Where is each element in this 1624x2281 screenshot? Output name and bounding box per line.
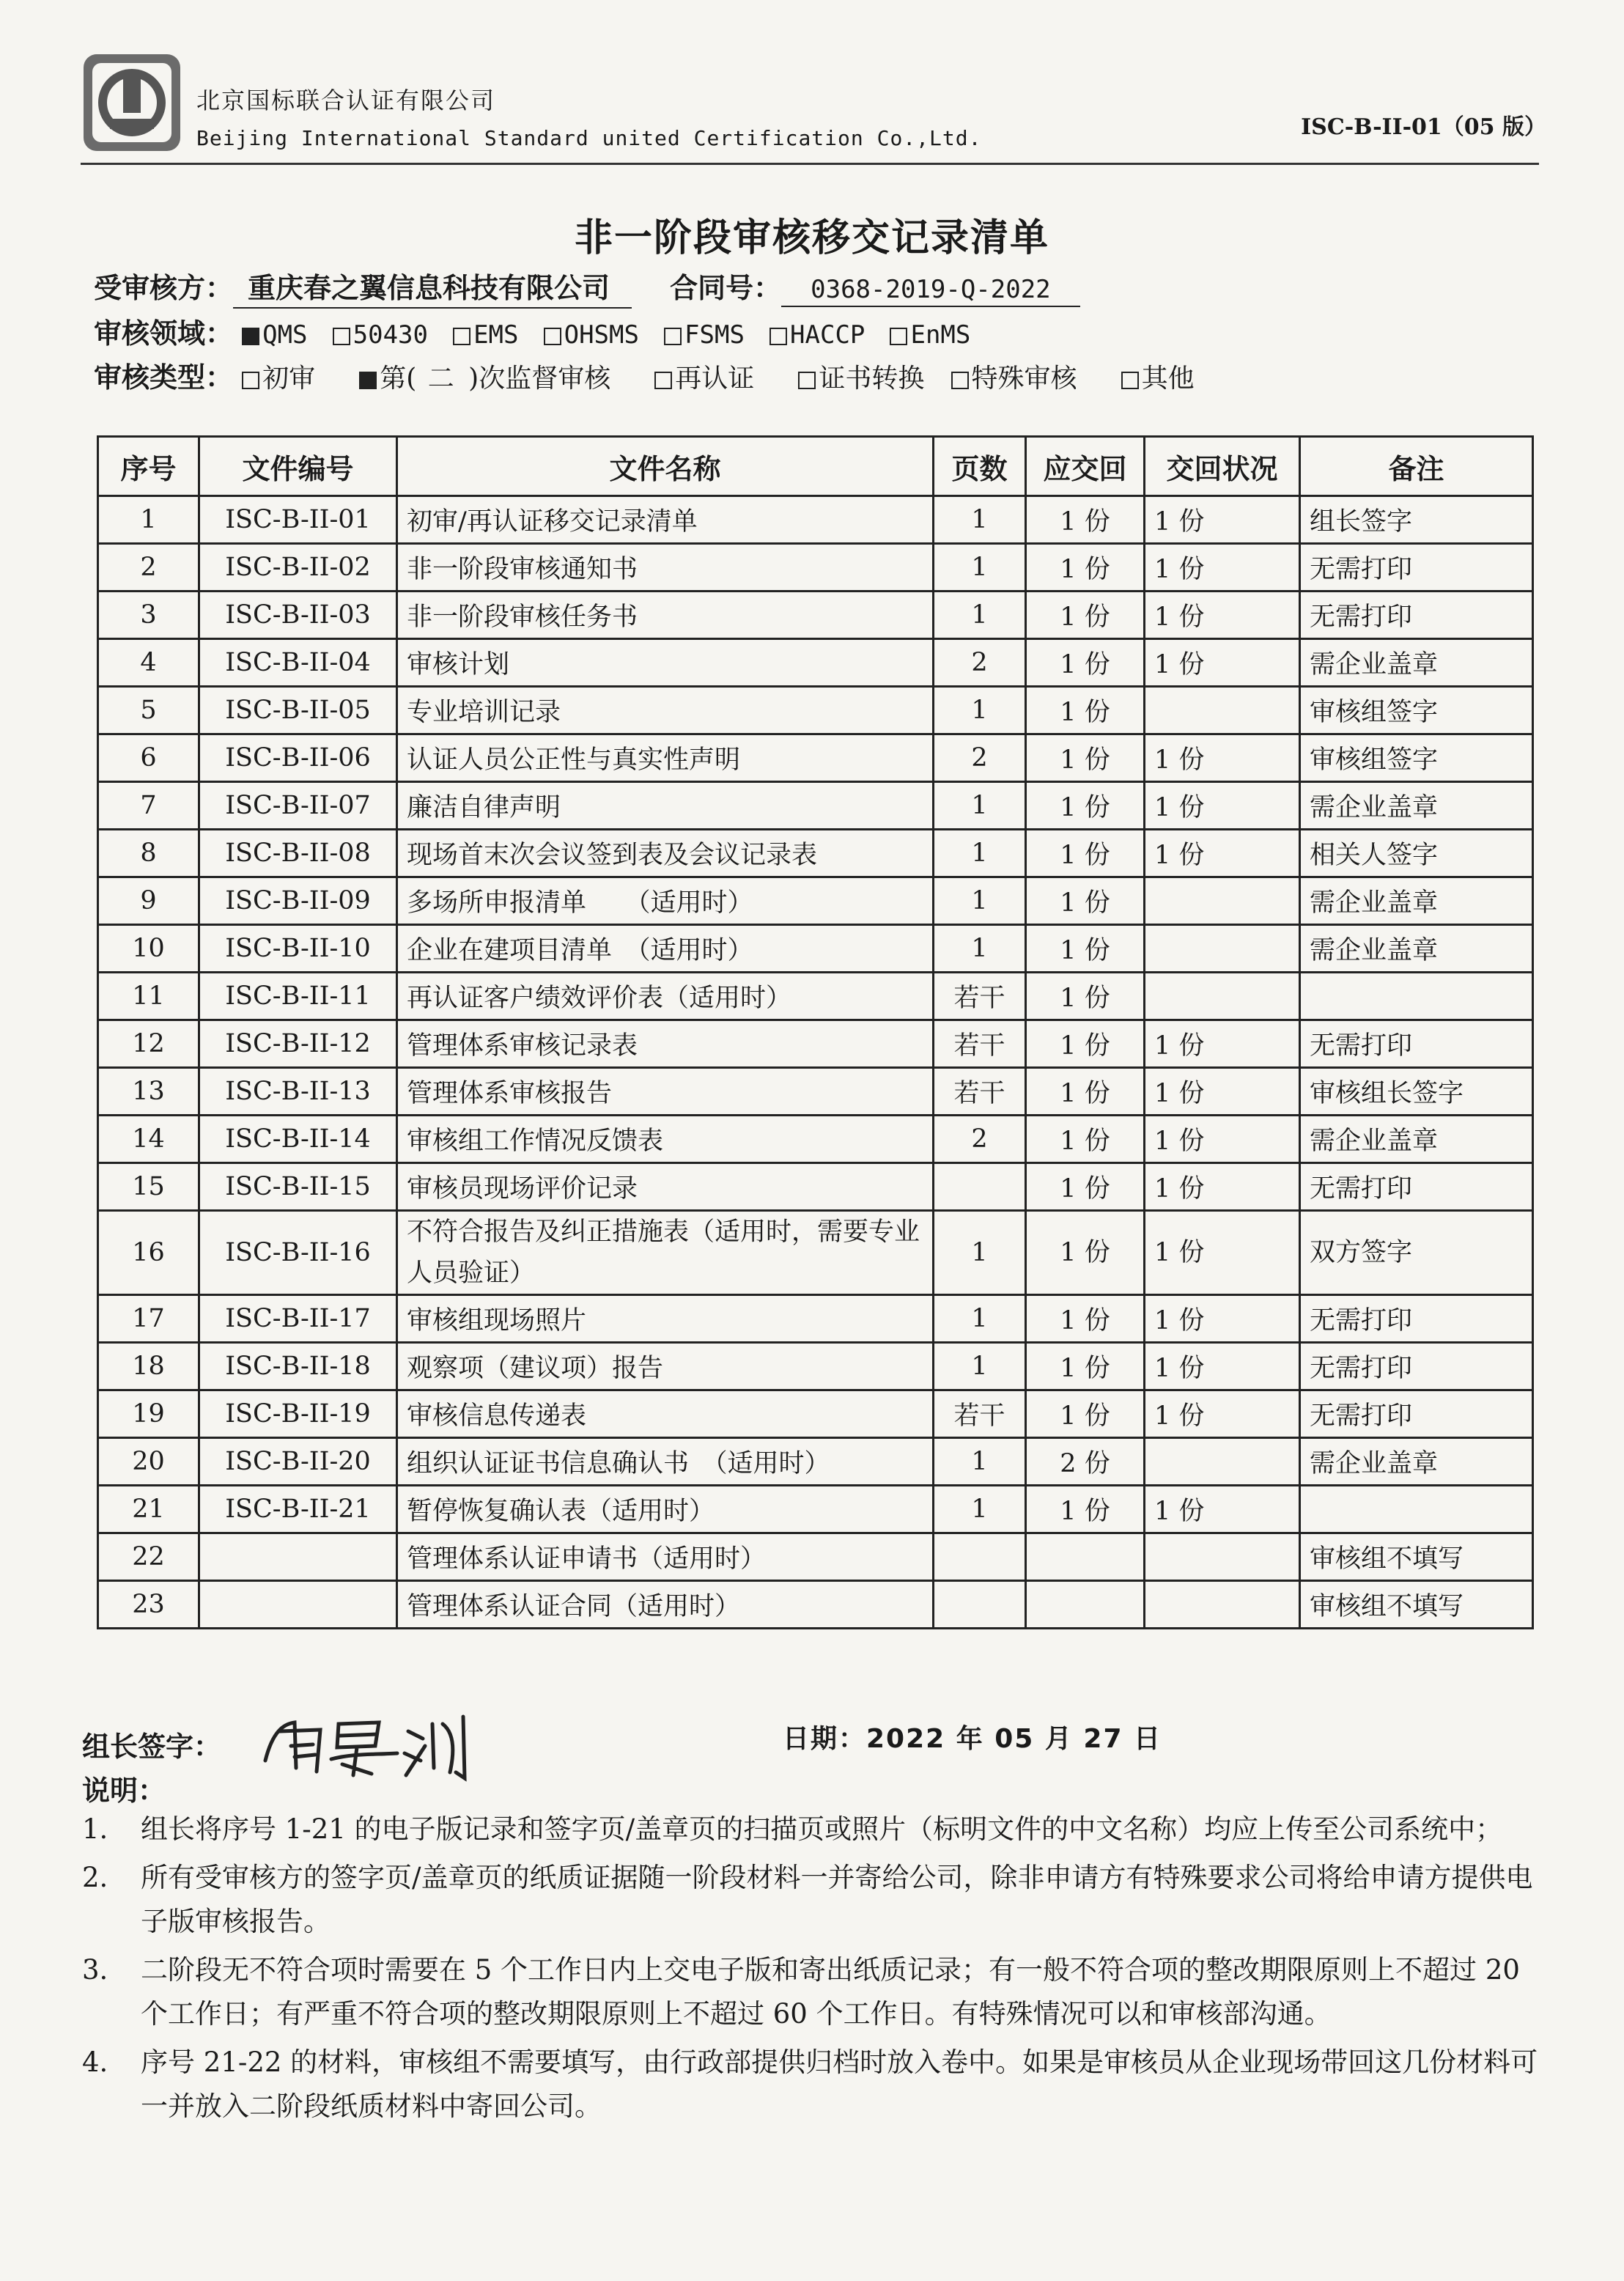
cell-pages: 1 (934, 877, 1026, 925)
table-row (98, 544, 1533, 592)
cell-due: 1 份 (1026, 496, 1145, 544)
cell-doc-name: 审核信息传递表 (397, 1390, 934, 1438)
domain-option-ems[interactable]: EMS (453, 320, 518, 350)
cell-due: 1 份 (1026, 877, 1145, 925)
cell-doc-no (199, 1533, 397, 1581)
cell-doc-name: 非一阶段审核通知书 (397, 544, 934, 592)
cell-pages: 1 (934, 544, 1026, 592)
cell-remark: 需企业盖章 (1300, 925, 1533, 973)
cell-doc-name: 再认证客户绩效评价表（适用时） (397, 973, 934, 1020)
cell-returned (1145, 687, 1300, 734)
cell-returned: 1 份 (1145, 1295, 1300, 1343)
cell-returned: 1 份 (1145, 1486, 1300, 1533)
cell-remark: 需企业盖章 (1300, 1116, 1533, 1163)
domain-line (94, 311, 986, 351)
note-text: 组长将序号 1-21 的电子版记录和签字页/盖章页的扫描页或照片（标明文件的中文名称）均应上传至公司系统中； (141, 1813, 1503, 1845)
cell-doc-name: 不符合报告及纠正措施表（适用时，需要专业人员验证） (397, 1211, 934, 1295)
cell-remark: 无需打印 (1300, 592, 1533, 639)
table-row (98, 973, 1533, 1020)
cell-pages: 2 (934, 1116, 1026, 1163)
table-row (98, 1581, 1533, 1629)
cell-doc-name: 认证人员公正性与真实性声明 (397, 734, 934, 782)
cell-doc-no: ISC-B-II-16 (199, 1211, 397, 1295)
cell-returned (1145, 1533, 1300, 1581)
note-number: 1. (82, 1813, 108, 1845)
cell-returned: 1 份 (1145, 544, 1300, 592)
cell-doc-name: 管理体系审核记录表 (397, 1020, 934, 1068)
checkbox-checked-icon (359, 372, 377, 389)
audit-type-surveillance[interactable]: 第( 二 )次监督审核 (359, 358, 610, 395)
cell-seq: 15 (98, 1163, 199, 1211)
cell-remark: 无需打印 (1300, 1020, 1533, 1068)
note-number: 4. (82, 2046, 108, 2078)
note-item (82, 1856, 1540, 1944)
cell-pages: 1 (934, 782, 1026, 830)
cell-returned (1145, 973, 1300, 1020)
cell-doc-name: 初审/再认证移交记录清单 (397, 496, 934, 544)
cell-remark: 审核组不填写 (1300, 1581, 1533, 1629)
cell-doc-name: 多场所申报清单 （适用时） (397, 877, 934, 925)
cell-remark: 无需打印 (1300, 1343, 1533, 1390)
client-value: 重庆春之翼信息科技有限公司 (233, 265, 632, 309)
cell-remark: 审核组签字 (1300, 687, 1533, 734)
table-row (98, 1163, 1533, 1211)
cell-returned: 1 份 (1145, 782, 1300, 830)
cell-seq: 19 (98, 1390, 199, 1438)
checkbox-icon (769, 328, 787, 345)
cell-seq: 18 (98, 1343, 199, 1390)
checkbox-icon (544, 328, 561, 345)
cell-returned (1145, 925, 1300, 973)
cell-doc-name: 组织认证证书信息确认书 （适用时） (397, 1438, 934, 1486)
cell-due: 1 份 (1026, 973, 1145, 1020)
checkbox-checked-icon (242, 328, 259, 345)
cell-seq: 4 (98, 639, 199, 687)
note-text: 序号 21-22 的材料，审核组不需要填写，由行政部提供归档时放入卷中。如果是审核员从企业现场带回这几份材料可一并放入二阶段纸质材料中寄回公司。 (141, 2046, 1538, 2122)
contract-value: 0368-2019-Q-2022 (781, 275, 1080, 307)
checkbox-icon (242, 372, 259, 389)
cell-doc-name: 非一阶段审核任务书 (397, 592, 934, 639)
cell-pages: 1 (934, 687, 1026, 734)
col-header-doc-no: 文件编号 (199, 437, 397, 496)
cell-returned: 1 份 (1145, 639, 1300, 687)
cell-doc-name: 专业培训记录 (397, 687, 934, 734)
audit-type-initial[interactable]: 初审 (242, 358, 315, 395)
cell-remark: 无需打印 (1300, 544, 1533, 592)
cell-due: 1 份 (1026, 544, 1145, 592)
table-row (98, 734, 1533, 782)
cell-doc-no: ISC-B-II-09 (199, 877, 397, 925)
cell-returned (1145, 1438, 1300, 1486)
cell-remark: 相关人签字 (1300, 830, 1533, 877)
cell-doc-name: 廉洁自律声明 (397, 782, 934, 830)
cell-pages: 1 (934, 592, 1026, 639)
table-row (98, 830, 1533, 877)
cell-doc-name: 管理体系审核报告 (397, 1068, 934, 1116)
cell-doc-no: ISC-B-II-06 (199, 734, 397, 782)
domain-option-enms[interactable]: EnMS (890, 320, 970, 350)
table-row (98, 1295, 1533, 1343)
cell-remark: 无需打印 (1300, 1390, 1533, 1438)
cell-seq: 5 (98, 687, 199, 734)
leader-signature-label: 组长签字： (82, 1730, 222, 1763)
cell-remark: 双方签字 (1300, 1211, 1533, 1295)
table-row (98, 1068, 1533, 1116)
cell-pages: 若干 (934, 973, 1026, 1020)
cell-returned: 1 份 (1145, 1390, 1300, 1438)
cell-due: 1 份 (1026, 1211, 1145, 1295)
cell-due: 1 份 (1026, 1116, 1145, 1163)
cell-pages: 1 (934, 925, 1026, 973)
checkbox-icon (664, 328, 682, 345)
cell-returned: 1 份 (1145, 1163, 1300, 1211)
cell-remark (1300, 973, 1533, 1020)
cell-remark: 需企业盖章 (1300, 782, 1533, 830)
cell-doc-name: 企业在建项目清单 （适用时） (397, 925, 934, 973)
table-row (98, 782, 1533, 830)
cell-remark: 组长签字 (1300, 496, 1533, 544)
note-item (82, 1948, 1540, 2036)
cell-remark (1300, 1486, 1533, 1533)
cell-doc-no: ISC-B-II-19 (199, 1390, 397, 1438)
cell-seq: 16 (98, 1211, 199, 1295)
cell-due: 1 份 (1026, 1486, 1145, 1533)
cell-pages: 若干 (934, 1390, 1026, 1438)
cell-doc-no: ISC-B-II-14 (199, 1116, 397, 1163)
client-label: 受审核方： (94, 271, 234, 304)
cell-remark: 审核组长签字 (1300, 1068, 1533, 1116)
table-row (98, 1343, 1533, 1390)
checkbox-icon (1121, 372, 1139, 389)
table-row (98, 1020, 1533, 1068)
table-row (98, 1486, 1533, 1533)
cell-doc-name: 管理体系认证申请书（适用时） (397, 1533, 934, 1581)
cell-remark: 需企业盖章 (1300, 877, 1533, 925)
cell-doc-name: 现场首末次会议签到表及会议记录表 (397, 830, 934, 877)
cell-pages: 1 (934, 1343, 1026, 1390)
cell-doc-no: ISC-B-II-13 (199, 1068, 397, 1116)
domain-option-ohsms[interactable]: OHSMS (544, 320, 639, 350)
table-row (98, 687, 1533, 734)
cell-doc-no (199, 1581, 397, 1629)
cell-doc-no: ISC-B-II-11 (199, 973, 397, 1020)
cell-pages: 1 (934, 496, 1026, 544)
cell-pages: 1 (934, 1486, 1026, 1533)
company-name-cn: 北京国标联合认证有限公司 (196, 86, 496, 114)
cell-doc-no: ISC-B-II-02 (199, 544, 397, 592)
domain-option-haccp[interactable]: HACCP (769, 320, 865, 350)
cell-seq: 22 (98, 1533, 199, 1581)
cell-returned: 1 份 (1145, 1020, 1300, 1068)
handwritten-signature (251, 1702, 500, 1783)
cell-doc-no: ISC-B-II-12 (199, 1020, 397, 1068)
cell-pages: 2 (934, 734, 1026, 782)
table-row (98, 496, 1533, 544)
domain-option-50430[interactable]: 50430 (333, 320, 428, 350)
col-header-pages: 页数 (934, 437, 1026, 496)
audit-type-special[interactable]: 特殊审核 (951, 358, 1077, 395)
cell-doc-no: ISC-B-II-07 (199, 782, 397, 830)
notes-title: 说明： (82, 1774, 166, 1807)
cell-doc-name: 审核组工作情况反馈表 (397, 1116, 934, 1163)
cell-due: 2 份 (1026, 1438, 1145, 1486)
note-item (82, 1808, 1540, 1851)
table-row (98, 1116, 1533, 1163)
cell-seq: 7 (98, 782, 199, 830)
checkbox-icon (333, 328, 350, 345)
sign-date: 日期：2022 年 05 月 27 日 (783, 1724, 1162, 1754)
cell-doc-name: 审核计划 (397, 639, 934, 687)
cell-remark: 无需打印 (1300, 1295, 1533, 1343)
cell-due: 1 份 (1026, 1343, 1145, 1390)
cell-due: 1 份 (1026, 782, 1145, 830)
checkbox-icon (453, 328, 470, 345)
audit-type-transfer[interactable]: 证书转换 (798, 358, 924, 395)
cell-due: 1 份 (1026, 925, 1145, 973)
cell-seq: 9 (98, 877, 199, 925)
cell-due: 1 份 (1026, 1068, 1145, 1116)
col-header-due: 应交回 (1026, 437, 1145, 496)
document-number: ISC-B-II-01（05 版） (1301, 114, 1546, 140)
table-row (98, 877, 1533, 925)
domain-label: 审核领域： (94, 317, 234, 350)
checkbox-icon (798, 372, 816, 389)
cell-due (1026, 1581, 1145, 1629)
cell-seq: 6 (98, 734, 199, 782)
cell-doc-no: ISC-B-II-21 (199, 1486, 397, 1533)
table-row (98, 639, 1533, 687)
cell-due: 1 份 (1026, 687, 1145, 734)
cell-due: 1 份 (1026, 1390, 1145, 1438)
cell-pages: 若干 (934, 1020, 1026, 1068)
cell-returned: 1 份 (1145, 734, 1300, 782)
cell-seq: 20 (98, 1438, 199, 1486)
cell-remark: 需企业盖章 (1300, 639, 1533, 687)
cell-seq: 17 (98, 1295, 199, 1343)
cell-doc-no: ISC-B-II-04 (199, 639, 397, 687)
cell-returned: 1 份 (1145, 1068, 1300, 1116)
col-header-returned: 交回状况 (1145, 437, 1300, 496)
cell-remark: 需企业盖章 (1300, 1438, 1533, 1486)
cell-doc-name: 暂停恢复确认表（适用时） (397, 1486, 934, 1533)
cell-doc-no: ISC-B-II-08 (199, 830, 397, 877)
checkbox-icon (951, 372, 969, 389)
company-name-en: Beijing International Standard united Certification Co.,Ltd. (196, 126, 982, 150)
header-divider (81, 163, 1539, 165)
company-logo-icon (81, 51, 183, 154)
cell-due (1026, 1533, 1145, 1581)
cell-pages: 若干 (934, 1068, 1026, 1116)
cell-pages (934, 1533, 1026, 1581)
cell-seq: 10 (98, 925, 199, 973)
note-number: 3. (82, 1954, 108, 1986)
table-row (98, 1438, 1533, 1486)
cell-returned: 1 份 (1145, 592, 1300, 639)
cell-doc-no: ISC-B-II-03 (199, 592, 397, 639)
table-row (98, 925, 1533, 973)
cell-doc-no: ISC-B-II-01 (199, 496, 397, 544)
col-header-remark: 备注 (1300, 437, 1533, 496)
cell-doc-no: ISC-B-II-17 (199, 1295, 397, 1343)
cell-returned (1145, 877, 1300, 925)
page-title: 非一阶段审核移交记录清单 (574, 215, 1049, 260)
cell-seq: 23 (98, 1581, 199, 1629)
cell-pages: 1 (934, 1211, 1026, 1295)
cell-seq: 2 (98, 544, 199, 592)
cell-returned (1145, 1581, 1300, 1629)
cell-seq: 3 (98, 592, 199, 639)
cell-returned: 1 份 (1145, 1116, 1300, 1163)
audit-type-line (94, 355, 1230, 395)
cell-pages: 1 (934, 1438, 1026, 1486)
cell-doc-no: ISC-B-II-18 (199, 1343, 397, 1390)
table-row (98, 1390, 1533, 1438)
cell-doc-name: 审核组现场照片 (397, 1295, 934, 1343)
checkbox-icon (654, 372, 672, 389)
cell-due: 1 份 (1026, 639, 1145, 687)
table-header-row (98, 437, 1533, 496)
cell-pages: 1 (934, 830, 1026, 877)
domain-option-fsms[interactable]: FSMS (664, 320, 745, 350)
note-number: 2. (82, 1862, 108, 1893)
audit-type-recert[interactable]: 再认证 (654, 358, 754, 395)
cell-due: 1 份 (1026, 592, 1145, 639)
col-header-seq: 序号 (98, 437, 199, 496)
cell-seq: 12 (98, 1020, 199, 1068)
signature-row (82, 1702, 1548, 1783)
cell-seq: 8 (98, 830, 199, 877)
cell-returned: 1 份 (1145, 1211, 1300, 1295)
domain-option-qms[interactable]: QMS (242, 320, 307, 350)
cell-doc-name: 审核员现场评价记录 (397, 1163, 934, 1211)
cell-remark: 审核组签字 (1300, 734, 1533, 782)
letterhead (81, 51, 1546, 161)
cell-doc-no: ISC-B-II-20 (199, 1438, 397, 1486)
cell-returned: 1 份 (1145, 496, 1300, 544)
cell-doc-no: ISC-B-II-15 (199, 1163, 397, 1211)
contract-label: 合同号： (670, 271, 782, 304)
table-row (98, 1533, 1533, 1581)
cell-seq: 13 (98, 1068, 199, 1116)
cell-remark: 审核组不填写 (1300, 1533, 1533, 1581)
cell-doc-no: ISC-B-II-10 (199, 925, 397, 973)
cell-seq: 1 (98, 496, 199, 544)
cell-pages (934, 1581, 1026, 1629)
cell-doc-name: 观察项（建议项）报告 (397, 1343, 934, 1390)
client-line (94, 265, 1080, 309)
note-item (82, 2041, 1540, 2129)
cell-due: 1 份 (1026, 734, 1145, 782)
cell-due: 1 份 (1026, 1295, 1145, 1343)
cell-remark: 无需打印 (1300, 1163, 1533, 1211)
cell-due: 1 份 (1026, 1163, 1145, 1211)
cell-seq: 11 (98, 973, 199, 1020)
cell-returned: 1 份 (1145, 1343, 1300, 1390)
notes-list (82, 1808, 1540, 2133)
audit-type-other[interactable]: 其他 (1121, 358, 1195, 395)
cell-due: 1 份 (1026, 1020, 1145, 1068)
cell-returned: 1 份 (1145, 830, 1300, 877)
cell-pages: 1 (934, 1295, 1026, 1343)
cell-due: 1 份 (1026, 830, 1145, 877)
note-text: 二阶段无不符合项时需要在 5 个工作日内上交电子版和寄出纸质记录；有一般不符合项的整改期限原则上不超过 20 个工作日；有严重不符合项的整改期限原则上不超过 60 个工作日。有特殊情况可以和审核部沟通。 (141, 1954, 1520, 2030)
cell-seq: 14 (98, 1116, 199, 1163)
cell-pages (934, 1163, 1026, 1211)
col-header-doc-name: 文件名称 (397, 437, 934, 496)
table-row (98, 592, 1533, 639)
note-text: 所有受审核方的签字页/盖章页的纸质证据随一阶段材料一并寄给公司，除非申请方有特殊要求公司将给申请方提供电子版审核报告。 (141, 1862, 1533, 1937)
cell-seq: 21 (98, 1486, 199, 1533)
table-row (98, 1211, 1533, 1295)
cell-pages: 2 (934, 639, 1026, 687)
cell-doc-name: 管理体系认证合同（适用时） (397, 1581, 934, 1629)
audit-type-label: 审核类型： (94, 361, 234, 394)
cell-doc-no: ISC-B-II-05 (199, 687, 397, 734)
handover-table (97, 435, 1534, 1629)
checkbox-icon (890, 328, 907, 345)
